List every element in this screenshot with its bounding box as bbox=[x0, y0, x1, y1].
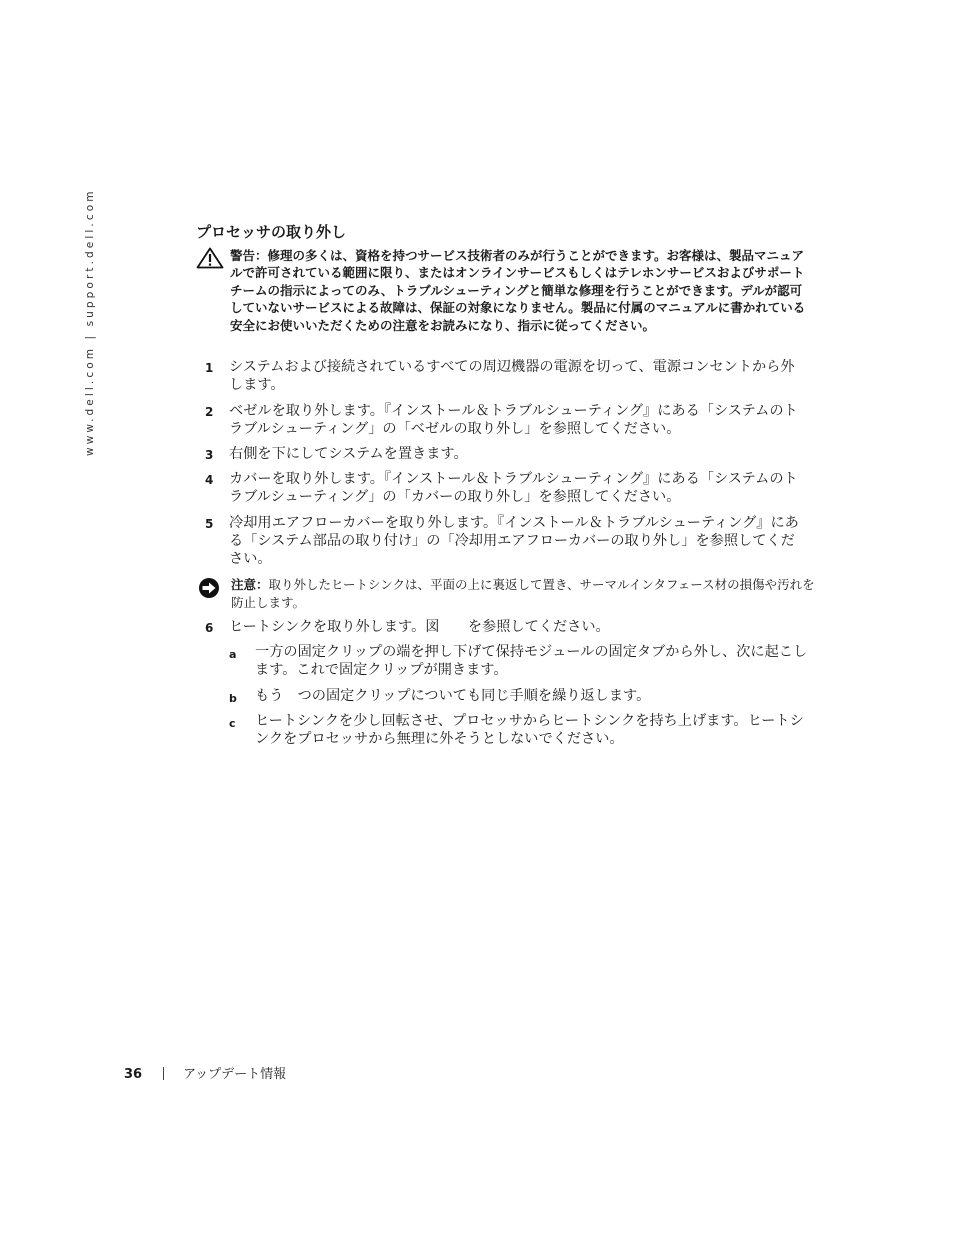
notice-icon bbox=[198, 577, 220, 599]
step-text: システムおよび接続されているすべての周辺機器の電源を切って、電源コンセントから外します。 bbox=[229, 359, 795, 393]
step-6 bbox=[205, 619, 805, 637]
notice-callout bbox=[196, 576, 816, 611]
notice-text: 取り外したヒートシンクは、平面の上に裏返して置き、サーマルインタフェース材の損傷や汚れを防止します。 bbox=[231, 577, 815, 610]
substep-c bbox=[229, 713, 809, 749]
notice-label: 注意： bbox=[231, 577, 269, 592]
substep-text: 一方の固定クリップの端を押し下げて保持モジュールの固定タブから外し、次に起こします。これで固定クリップが開きます。 bbox=[255, 644, 808, 678]
step-text: ヒートシンクを取り外します。図 を参照してください。 bbox=[229, 619, 610, 635]
step-number: 5 bbox=[205, 517, 214, 531]
substep-text: ヒートシンクを少し回転させ、プロセッサからヒートシンクを持ち上げます。ヒートシンクをプロセッサから無理に外そうとしないでください。 bbox=[255, 713, 804, 747]
warning-icon bbox=[196, 247, 224, 269]
step-5 bbox=[205, 515, 805, 568]
substep-text: もう つの固定クリップについても同じ手順を繰り返します。 bbox=[255, 688, 651, 704]
warning-text-block bbox=[230, 247, 812, 334]
notice-text-block bbox=[231, 576, 816, 611]
substep-letter: b bbox=[229, 692, 237, 705]
page-number: 36 bbox=[124, 1067, 143, 1082]
side-url: www.dell.com | support.dell.com bbox=[84, 188, 96, 456]
step-text: 冷却用エアフローカバーを取り外します。『インストール＆トラブルシューティング』にある「システム部品の取り付け」の「冷却用エアフローカバーの取り外し」を参照してください。 bbox=[229, 515, 799, 567]
substep-letter: a bbox=[229, 648, 237, 661]
footer-divider bbox=[163, 1067, 164, 1080]
warning-callout bbox=[196, 247, 812, 334]
step-4 bbox=[205, 471, 805, 507]
step-number: 4 bbox=[205, 473, 214, 487]
step-number: 1 bbox=[205, 361, 214, 375]
step-number: 2 bbox=[205, 405, 214, 419]
step-1 bbox=[205, 359, 805, 395]
step-3 bbox=[205, 446, 805, 464]
step-text: ベゼルを取り外します。『インストール＆トラブルシューティング』にある「システムのトラブルシューティング」の「ベゼルの取り外し」を参照してください。 bbox=[229, 403, 798, 437]
footer-section: アップデート情報 bbox=[183, 1067, 287, 1082]
step-number: 6 bbox=[205, 621, 214, 635]
step-text: カバーを取り外します。『インストール＆トラブルシューティング』にある「システムのトラブルシューティング」の「カバーの取り外し」を参照してください。 bbox=[229, 471, 798, 505]
substep-letter: c bbox=[229, 717, 236, 730]
section-title: プロセッサの取り外し bbox=[196, 223, 347, 241]
step-number: 3 bbox=[205, 448, 214, 462]
warning-text: 修理の多くは、資格を持つサービス技術者のみが行うことができます。お客様は、製品マニュアルで許可されている範囲に限り、またはオンラインサービスもしくはテレホンサービスおよびサポートチームの指示によってのみ、トラブルシューティングと簡単な修理を行うことができます。デルが認可していないサービスによる故障は、保証の対象になりません。製品に付属のマニュアルに書かれている安全にお使いいただくための注意をお読みになり、指示に従ってください。 bbox=[230, 248, 806, 333]
warning-label: 警告： bbox=[230, 248, 268, 263]
page-footer bbox=[124, 1063, 286, 1082]
substep-b bbox=[229, 688, 809, 706]
substep-a bbox=[229, 644, 809, 680]
step-2 bbox=[205, 403, 805, 439]
step-text: 右側を下にしてシステムを置きます。 bbox=[229, 446, 468, 462]
